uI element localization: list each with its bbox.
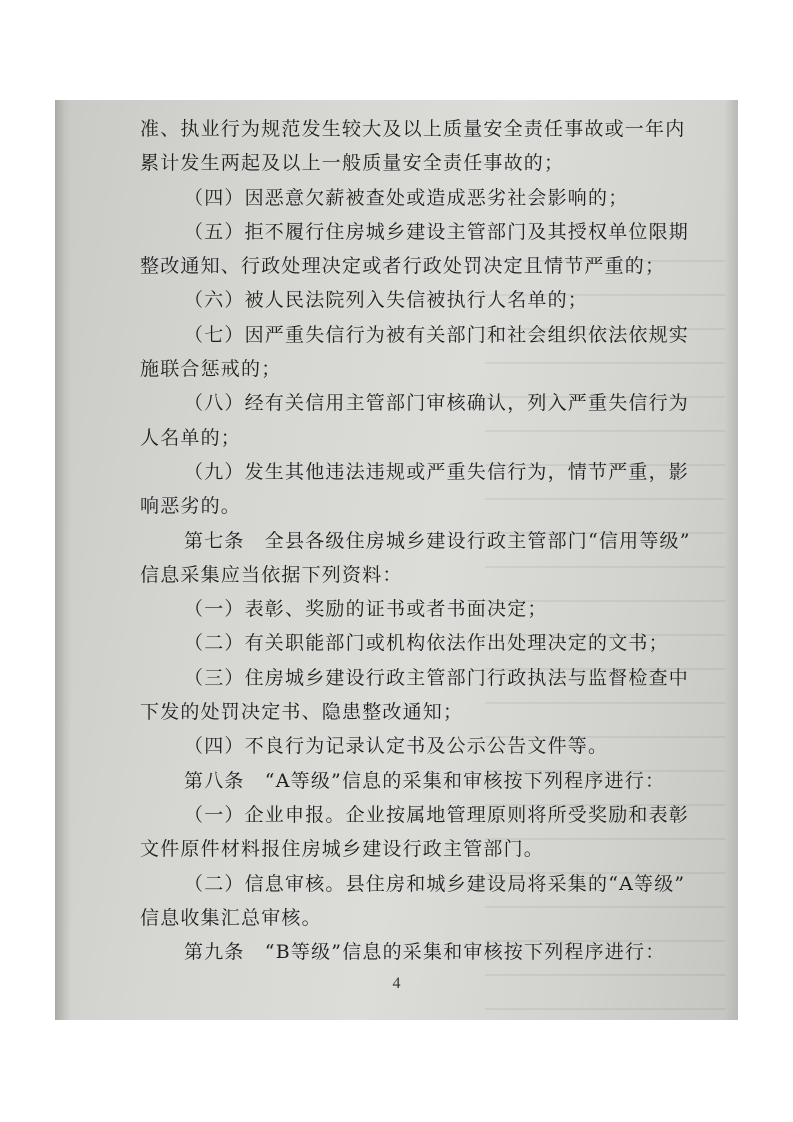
text-line: （一）企业申报。企业按属地管理原则将所受奖励和表彰 bbox=[184, 803, 690, 826]
text-line: （四）因恶意欠薪被查处或造成恶劣社会影响的； bbox=[184, 186, 629, 209]
text-line: （二）信息审核。县住房和城乡建设局将采集的“A等级” bbox=[184, 872, 686, 895]
text-line: 信息收集汇总审核。 bbox=[140, 906, 322, 929]
text-line: （七）因严重失信行为被有关部门和社会组织依法依规实 bbox=[184, 323, 690, 346]
text-line: （六）被人民法院列入失信被执行人名单的； bbox=[184, 289, 589, 312]
text-line: 施联合惩戒的； bbox=[140, 358, 282, 381]
text-line: 信息采集应当依据下列资料： bbox=[140, 563, 403, 586]
text-line: （八）经有关信用主管部门审核确认，列入严重失信行为 bbox=[184, 392, 690, 415]
text-line: （三）住房城乡建设行政主管部门行政执法与监督检查中 bbox=[184, 666, 690, 689]
text-line: （五）拒不履行住房城乡建设主管部门及其授权单位限期 bbox=[184, 220, 690, 243]
page-number: 4 bbox=[392, 975, 401, 992]
text-line: （九）发生其他违法违规或严重失信行为，情节严重，影 bbox=[184, 460, 690, 483]
text-line: 累计发生两起及以上一般质量安全责任事故的； bbox=[140, 152, 565, 175]
text-line: （一）表彰、奖励的证书或者书面决定； bbox=[184, 598, 548, 621]
text-line: 整改通知、行政处理决定或者行政处罚决定且情节严重的； bbox=[140, 255, 666, 278]
text-line: 下发的处罚决定书、隐患整改通知； bbox=[140, 701, 464, 724]
text-line: （四）不良行为记录认定书及公示公告文件等。 bbox=[184, 735, 609, 758]
text-line: 响恶劣的。 bbox=[140, 495, 242, 518]
text-line: 人名单的； bbox=[140, 426, 242, 449]
article-heading-line: 第八条 “A等级”信息的采集和审核按下列程序进行： bbox=[184, 769, 666, 792]
text-line: （二）有关职能部门或机构依法作出处理决定的文书； bbox=[184, 632, 669, 655]
text-line: 准、执业行为规范发生较大及以上质量安全责任事故或一年内 bbox=[140, 118, 686, 140]
document-body bbox=[140, 112, 691, 969]
article-heading-line: 第七条 全县各级住房城乡建设行政主管部门“信用等级” bbox=[184, 529, 691, 552]
text-line: 文件原件材料报住房城乡建设行政主管部门。 bbox=[140, 838, 545, 861]
page-fold-shadow bbox=[55, 100, 71, 1020]
page-edge-shadow bbox=[724, 100, 738, 1020]
article-heading-line: 第九条 “B等级”信息的采集和审核按下列程序进行： bbox=[184, 941, 666, 964]
